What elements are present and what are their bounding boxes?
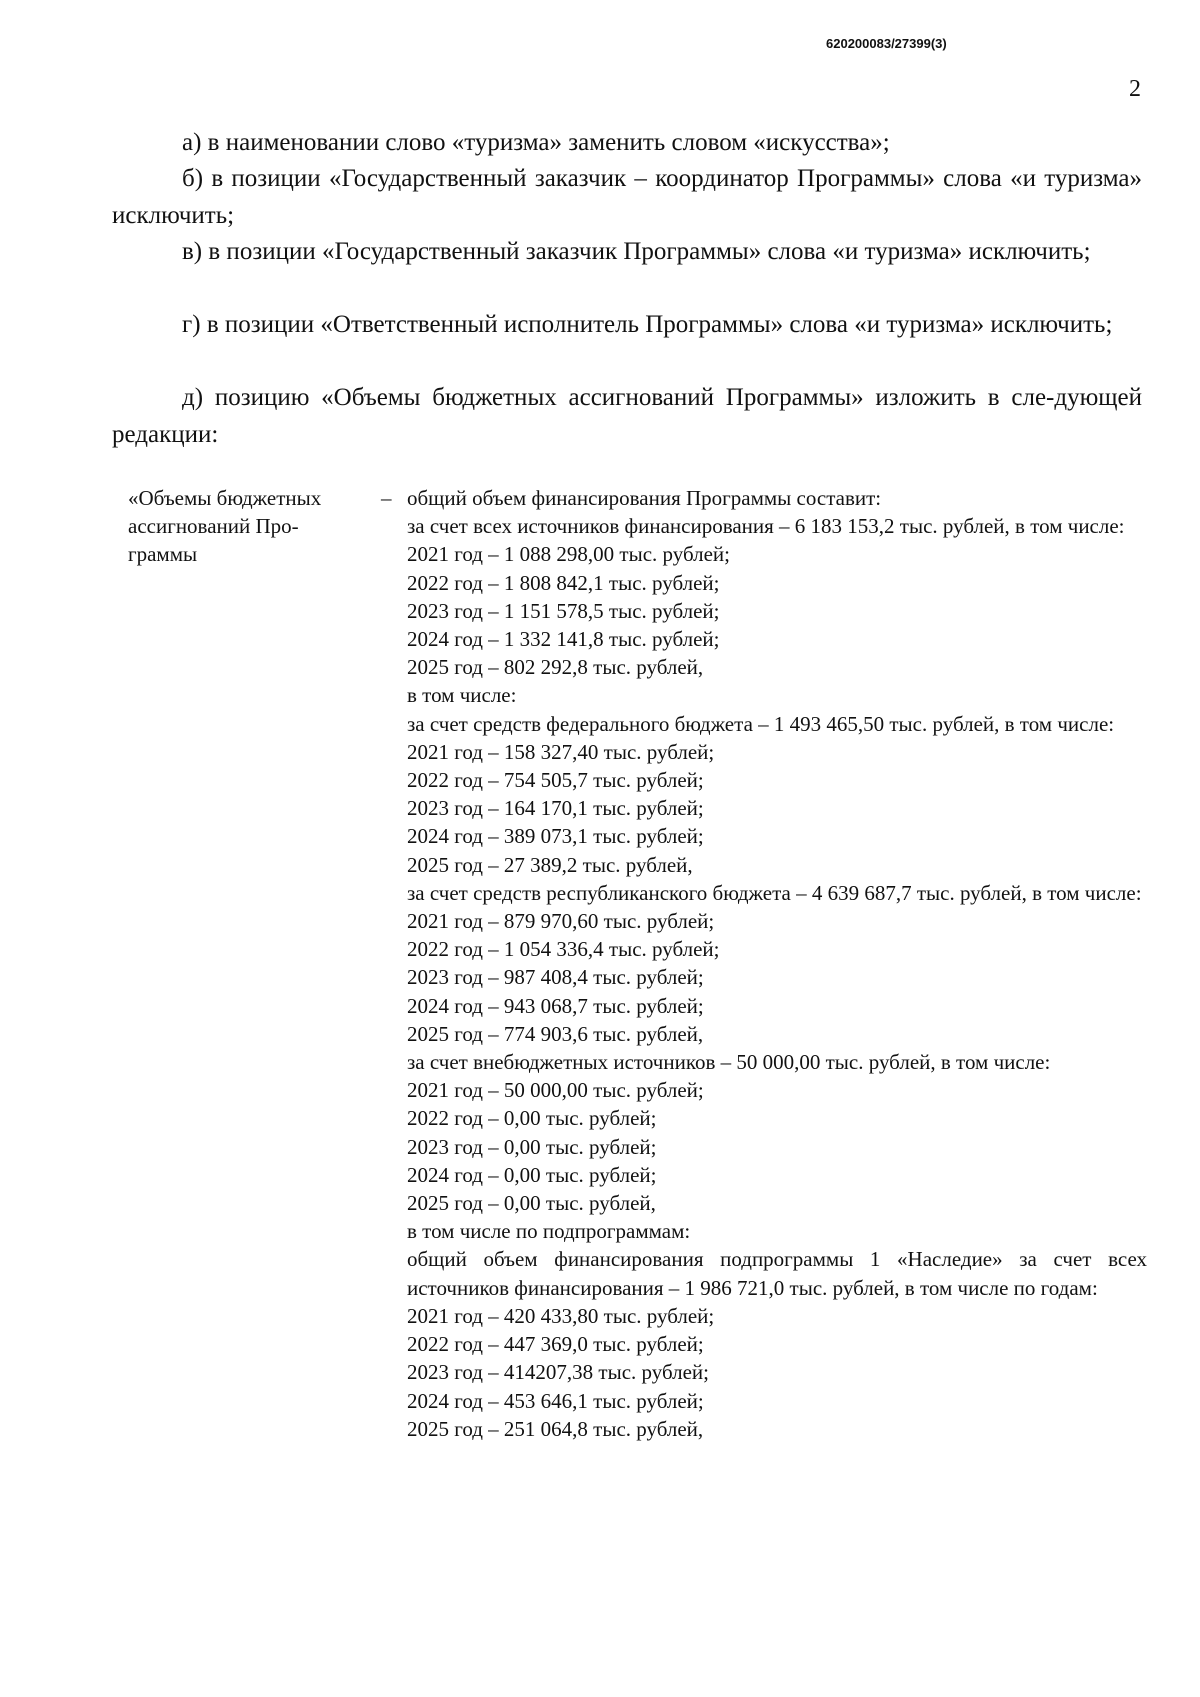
funding-line: за счет средств федерального бюджета – 1 493 465,50 тыс. рублей, в том числе: — [407, 711, 1115, 736]
position-dash: – — [381, 486, 392, 510]
funding-line: 2022 год – 0,00 тыс. рублей; — [407, 1106, 657, 1131]
funding-line: за счет всех источников финансирования – 6 183 153,2 тыс. рублей, в том числе: — [407, 514, 1125, 539]
funding-line: в том числе по подпрограммам: — [407, 1219, 691, 1244]
funding-line: 2022 год – 1 808 842,1 тыс. рублей; — [407, 570, 720, 595]
funding-line: 2025 год – 774 903,6 тыс. рублей, — [407, 1021, 704, 1046]
funding-line: 2023 год – 987 408,4 тыс. рублей; — [407, 965, 704, 990]
funding-line: 2024 год – 0,00 тыс. рублей; — [407, 1162, 657, 1187]
amendment-item-e: д) позицию «Объемы бюджетных ассигнований Программы» изложить в сле-дующей редакции: — [112, 384, 1142, 448]
funding-line: 2021 год – 879 970,60 тыс. рублей; — [407, 909, 715, 934]
funding-line: 2025 год – 802 292,8 тыс. рублей, — [407, 655, 704, 680]
funding-line: 2021 год – 50 000,00 тыс. рублей; — [407, 1078, 704, 1103]
amendment-item-b: б) в позиции «Государственный заказчик – координатор Программы» слова «и туризма» исключить; — [112, 165, 1142, 229]
document-number: 620200083/27399(3) — [826, 36, 947, 51]
funding-line: 2023 год – 1 151 578,5 тыс. рублей; — [407, 598, 720, 623]
funding-line: 2023 год – 164 170,1 тыс. рублей; — [407, 796, 704, 821]
funding-line: 2023 год – 414207,38 тыс. рублей; — [407, 1360, 710, 1385]
funding-line: 2025 год – 27 389,2 тыс. рублей, — [407, 852, 693, 877]
funding-line: 2022 год – 754 505,7 тыс. рублей; — [407, 768, 704, 793]
funding-line: 2022 год – 1 054 336,4 тыс. рублей; — [407, 937, 720, 962]
funding-line: 2025 год – 251 064,8 тыс. рублей, — [407, 1416, 704, 1441]
amendment-item-c: в) в позиции «Государственный заказчик Программы» слова «и туризма» исключить; — [182, 238, 1091, 265]
funding-line: за счет внебюджетных источников – 50 000,00 тыс. рублей, в том числе: — [407, 1050, 1051, 1075]
funding-line: общий объем финансирования подпрограммы 1 «Наследие» за счет всех источников финансирования – 1 986 721,0 тыс. рублей, в том числе по годам: — [407, 1247, 1147, 1300]
funding-line: 2024 год – 1 332 141,8 тыс. рублей; — [407, 627, 720, 652]
funding-line: 2023 год – 0,00 тыс. рублей; — [407, 1134, 657, 1159]
funding-line: 2021 год – 158 327,40 тыс. рублей; — [407, 739, 715, 764]
funding-text — [407, 484, 1147, 1443]
funding-line: в том числе: — [407, 683, 517, 708]
funding-line: 2022 год – 447 369,0 тыс. рублей; — [407, 1332, 704, 1357]
amendment-item-a: а) в наименовании слово «туризма» заменить словом «искусства»; — [182, 129, 890, 156]
amendment-item-d: г) в позиции «Ответственный исполнитель Программы» слова «и туризма» исключить; — [182, 311, 1113, 338]
position-label: «Объемы бюджетных ассигнований Про-граммы — [128, 486, 322, 566]
funding-line: 2025 год – 0,00 тыс. рублей, — [407, 1191, 656, 1216]
funding-line: 2024 год – 943 068,7 тыс. рублей; — [407, 993, 704, 1018]
funding-line: 2024 год – 389 073,1 тыс. рублей; — [407, 824, 704, 849]
funding-line: 2021 год – 420 433,80 тыс. рублей; — [407, 1303, 715, 1328]
page-number: 2 — [1129, 76, 1141, 102]
funding-line: общий объем финансирования Программы составит: — [407, 486, 882, 510]
funding-line: за счет средств республиканского бюджета – 4 639 687,7 тыс. рублей, в том числе: — [407, 880, 1142, 905]
funding-line: 2021 год – 1 088 298,00 тыс. рублей; — [407, 542, 731, 567]
funding-line: 2024 год – 453 646,1 тыс. рублей; — [407, 1388, 704, 1413]
